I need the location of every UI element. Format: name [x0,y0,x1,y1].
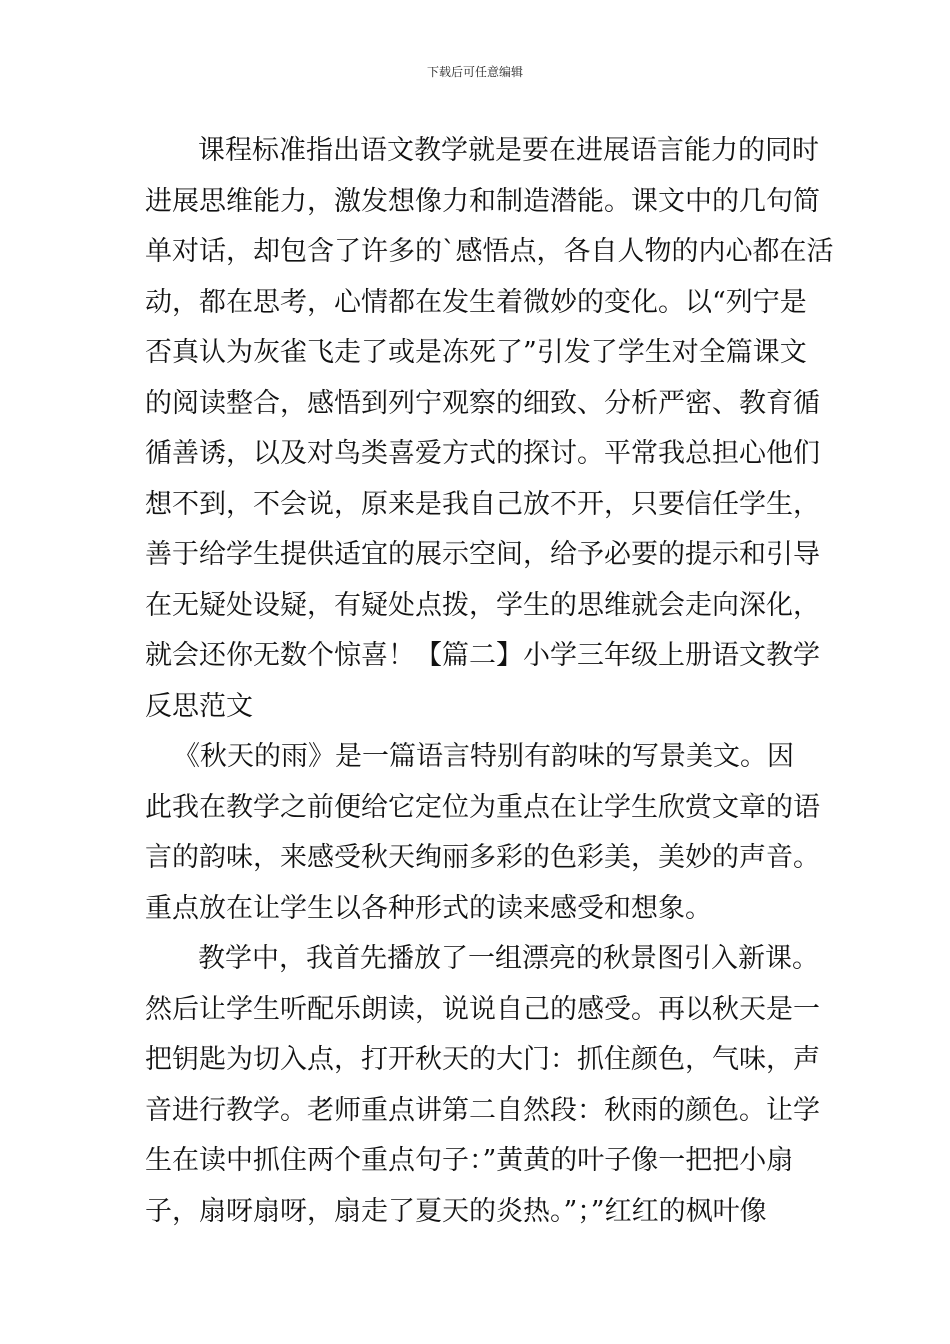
text-line: 想不到，不会说，原来是我自己放不开，只要信任学生， [145,489,820,520]
page-header: 下载后可任意编辑 [426,65,523,79]
text-line: 教学中，我首先播放了一组漂亮的秋景图引入新课。 [198,943,819,974]
text-line: 课程标准指出语文教学就是要在进展语言能力的同时 [198,135,819,166]
text-line: 否真认为灰雀飞走了或是冻死了”引发了学生对全篇课文 [145,337,807,368]
text-line: 进展思维能力，激发想像力和制造潜能。课文中的几句简 [145,186,820,217]
text-line: 反思范文 [145,691,253,722]
text-line: 就会还你无数个惊喜！【篇二】小学三年级上册语文教学 [145,640,820,671]
text-line: 《秋天的雨》是一篇语言特别有韵味的写景美文。因 [173,741,794,772]
text-line: 在无疑处设疑，有疑处点拨，学生的思维就会走向深化， [145,590,820,621]
text-line: 此我在教学之前便给它定位为重点在让学生欣赏文章的语 [145,792,820,823]
text-line: 善于给学生提供适宜的展示空间，给予必要的提示和引导 [145,539,820,570]
text-line: 循善诱，以及对鸟类喜爱方式的探讨。平常我总担心他们 [145,438,820,469]
text-line: 音进行教学。老师重点讲第二自然段：秋雨的颜色。让学 [145,1095,820,1126]
text-line: 把钥匙为切入点，打开秋天的大门：抓住颜色，气味，声 [145,1044,820,1075]
text-line: 重点放在让学生以各种形式的读来感受和想象。 [145,893,712,924]
text-line: 的阅读整合，感悟到列宁观察的细致、分析严密、教育循 [145,388,820,419]
text-line: 单对话，却包含了许多的`感悟点，各自人物的内心都在活 [145,236,834,267]
text-line: 言的韵味，来感受秋天绚丽多彩的色彩美，美妙的声音。 [145,842,820,873]
text-line: 动，都在思考，心情都在发生着微妙的变化。以“列宁是 [145,287,807,318]
text-line: 然后让学生听配乐朗读，说说自己的感受。再以秋天是一 [145,994,820,1025]
text-line: 生在读中抓住两个重点句子：”黄黄的叶子像一把把小扇 [145,1145,794,1176]
text-line: 子，扇呀扇呀，扇走了夏天的炎热。”；”红红的枫叶像 [145,1196,767,1227]
